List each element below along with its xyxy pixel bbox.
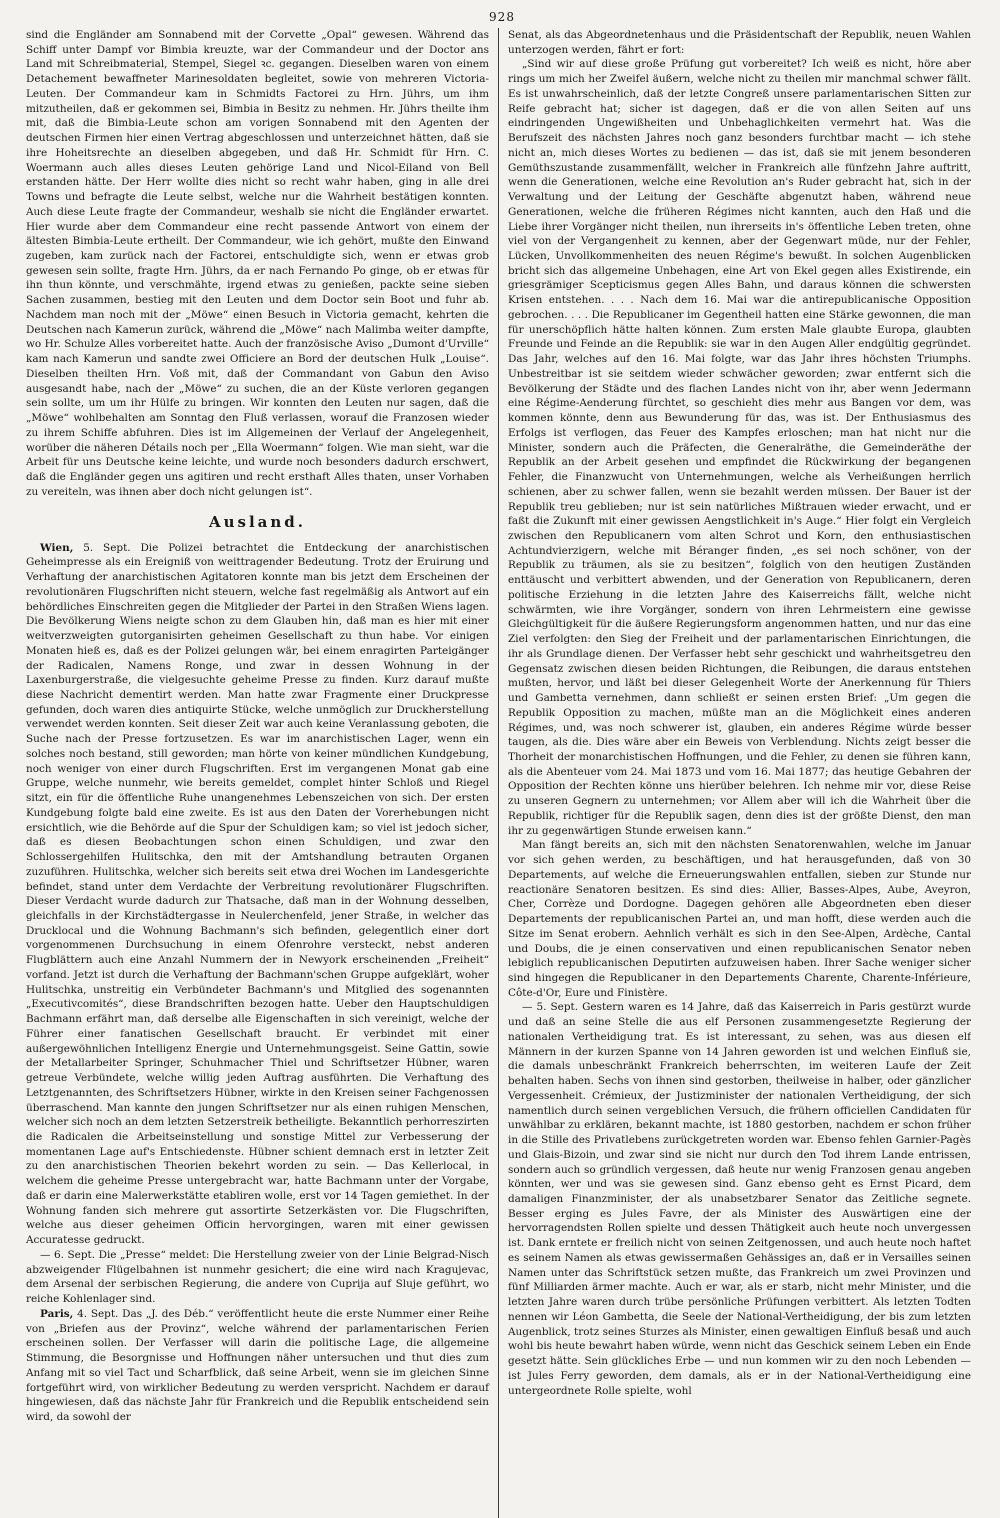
article-paragraph: — 5. Sept. Gestern waren es 14 Jahre, daß das Kaiserreich in Paris gestürzt wurde und daß an seine Stelle die aus elf Personen zusammengesetzte Regierung der nationalen Vertheidigung trat. Es ist interessant, zu sehen, was aus diesen elf Männern in der kurzen Spanne von 14 Jahren geworden ist und welchen Einfluß sie, die damals unbeschränkt Frankreich beherrschten, im weiteren Laufe der Zeit behalten haben. Sechs von ihnen sind gestorben, theilweise in halber, oder gänzlicher Vergessenheit. Crémieux, der Justizminister der nationalen Vertheidigung, der sich namentlich durch seinen vergeblichen Versuch, die frühern officiellen Candidaten für unwählbar zu erklären, bekannt machte, ist 1880 gestorben, nachdem er schon früher in die Stille des Privatlebens zurückgetreten worden war. Ebenso fehlen Garnier-Pagès und Glais-Bizoin, und zwar sind sie nicht nur durch den Tod ihrem Lande entrissen, sondern auch so gründlich vergessen, daß heute nur wenig Franzosen genau angeben könnten, wer und was sie gewesen sind. Ganz ebenso geht es Ernst Picard, dem damaligen Finanzminister, der als unabsetzbarer Senator das Zeitliche segnete. Besser erging es Jules Favre, der als Minister des Auswärtigen eine der hervorragendsten Rollen spielte und dessen Thätigkeit auch heute noch unvergessen ist. Dank erntete er freilich nicht von seinen Zeitgenossen, und auch heute noch haftet es seinem Namen als etwas gewissermaßen Gehässiges an, daß er in Versailles seinen Namen unter das Schriftstück setzen mußte, das Frankreich um zwei Provinzen und fünf Milliarden ärmer machte. Auch er war, als er starb, nicht mehr Minister, und die letzten Jahre waren durch trübe persönliche Prüfungen verbittert. Als letzten Todten nennen wir Léon Gambetta, die Seele der National-Vertheidigung, der bis zum letzten Augenblick, trotz seines Sturzes als Minister, einen gewaltigen Einfluß besaß und auch wohl bis heute bewahrt haben würde, wenn nicht das Geschick seinem Leben ein Ende gesetzt hätte. Sein glückliches Erbe — und nun kommen wir zu den noch Lebenden — ist Jules Ferry geworden, dem damals, als er in der National-Vertheidigung eine untergeordnete Rolle spielte, wohl — [508, 1001, 971, 1397]
dateline-wien: Wien, — [40, 541, 74, 554]
dateline-paris: Paris, — [40, 1307, 74, 1320]
left-column — [26, 28, 498, 1518]
article-paris-text: 4. Sept. Das „J. des Déb.“ veröffentlicht heute die erste Nummer einer Reihe von „Briefen aus der Provinz“, welche während der parlamentarischen Ferien erscheinen sollen. Der Verfasser will darin die politische Lage, die allgemeine Stimmung, die Besorgnisse und Hoffnungen näher untersuchen und thut dies zum Anfang mit so viel Tact und Scharfblick, daß seine Arbeit, wenn sie im gleichen Sinne fortgeführt wird, von wirklicher Bedeutung zu werden verspricht. Nachdem er darauf hingewiesen, daß das nächste Jahr für Frankreich und die Republik entscheidend sein wird, da sowohl der — [26, 1307, 489, 1423]
article-wien — [26, 541, 489, 1248]
article-paragraph: „Sind wir auf diese große Prüfung gut vorbereitet? Ich weiß es nicht, höre aber rings um mich her Zweifel äußern, welche nicht zu theilen mir manchmal schwer fällt. Es ist unwahrscheinlich, daß der letzte Congreß unsere parlamentarischen Sitten zur Reife gebracht hat; sicher ist dagegen, daß er die von allen Seiten auf uns eindringenden Ungewißheiten und Unbehaglichkeiten vermehrt hat. Was die Berufszeit des nächsten Jahres noch ganz besonders furchtbar macht — ich stehe nicht an, mich dieses Wortes zu bedienen — das ist, daß sie mit jenem besonderen Gemüthszustande zusammenfällt, welcher in Frankreich alle fünfzehn Jahre auftritt, wenn die Generationen, welche eine Revolution an's Ruder gebracht hat, sich in der Verwaltung und der Leitung der Geschäfte abgenutzt haben, während neue Generationen, welche die früheren Régimes nicht kannten, auch den Haß und die Liebe ihrer Vorgänger nicht theilen, nun ihrerseits in's öffentliche Leben treten, ohne viel von der Vergangenheit zu kennen, aber der Gegenwart müde, nur der Fehler, Lücken, Unvollkommenheiten des neuen Régime's bewußt. In solchen Augenblicken bricht sich das allgemeine Unbehagen, eine Art von Ekel gegen alles Existirende, ein griesgrämiger Scepticismus gegen Alles Bahn, und daraus können die schwersten Krisen entstehen. . . . Nach dem 16. Mai war die antirepublicanische Opposition gebrochen. . . . Die Republicaner im Gegentheil hatten eine Stärke gewonnen, die man für unerschöpflich hätte halten können. Zum ersten Male glaubte Europa, glaubten Freunde und Feinde an die Republik: sie war in den Augen Aller endgültig gegründet. Das Jahr, welches auf den 16. Mai folgte, war das Jahr ihres höchsten Triumphs. Unbestreitbar ist sie seitdem wieder schwächer geworden; zwar entfernt sich die Bevölkerung der Städte und des flachen Landes nicht von ihr, aber wenn Jedermann eine Régime-Aenderung fürchtet, so geschieht dies mehr aus Bangen vor dem, was kommen könnte, denn aus Bewunderung für das, was ist. Der Enthusiasmus des Erfolgs ist verflogen, das Feuer des Kampfes erloschen; man hat nicht nur die Minister, sondern auch die Präfecten, die Generalräthe, die Gemeinderäthe der Republik an der Arbeit gesehen und empfindet die Rückwirkung der begangenen Fehler, die Finanzwucht von Unternehmungen, welche als Verheißungen herrlich schienen, aber zu schwer fallen, wenn sie bezahlt werden müssen. Der Bauer ist der Republik treu geblieben; nur ist sein natürliches Mißtrauen wieder erwacht, und er faßt die Zukunft mit einer gewissen Aengstlichkeit in's Auge.“ Hier folgt ein Vergleich zwischen den Republicanern vom alten Schrot und Korn, den enthusiastischen Achtundvierzigern, welche mit Béranger finden, „es sei noch schöner, von der Republik zu träumen, als sie zu besitzen“, folglich von den heutigen Zuständen enttäuscht und verbittert abwenden, und der Generation von Republicanern, deren politische Erziehung in die letzten Jahre des Kaiserreichs fällt, welche nicht schwärmten, wie ihre Vorgänger, sondern von ihren Lehrmeistern eine gewisse Gleichgültigkeit für die äußere Regierungsform angenommen hatten, und nur das eine Ziel verfolgten: den Sieg der Freiheit und der parlamentarischen Einrichtungen, die ihr als Grundlage dienen. Der Verfasser hebt sehr geschickt und wahrheitsgetreu den Gegensatz zwischen diesen beiden Richtungen, die Reibungen, die daraus entstehen mußten, hervor, und läßt bei dieser Gelegenheit Worte der Anerkennung für Thiers und Gambetta vernehmen, dann schließt er seinen ersten Brief: „Um gegen die Republik Opposition zu machen, müßte man an die Möglichkeit eines anderen Régimes, und, was noch schwerer ist, glauben, ein anderes Régime würde besser taugen, als die. Dies wäre aber ein Beweis von Verblendung. Nichts zeigt besser die Thorheit der monarchistischen Hoffnungen, und die Fehler, zu denen sie führen kann, als die Abenteuer vom 24. Mai 1873 und vom 16. Mai 1877; das heutige Gebahren der Opposition der Rechten könne uns hierüber belehren. Ich nehme mir vor, diese Reise zu unseren Gegnern zu unternehmen; vor Allem aber will ich die Wahrheit über die Republik, richtiger für die Republik sagen, denn dies ist der größte Dienst, den man ihr zu gegenwärtigen Stunde erweisen kann.“ — [508, 58, 971, 837]
article-paragraph: sind die Engländer am Sonnabend mit der Corvette „Opal“ gewesen. Während das Schiff unter Dampf vor Bimbia kreuzte, war der Commandeur und der Doctor ans Land mit Schreibmaterial, Stempel, Siegel ꝛc. gegangen. Dieselben waren von einem Detachement bewaffneter Marinesoldaten begleitet, sowie von mehreren Victoria-Leuten. Der Commandeur kam in Schmidts Factorei zu Hrn. Jührs, um ihm mitzutheilen, daß er gekommen sei, Bimbia in Besitz zu nehmen. Hr. Jührs theilte ihm mit, daß die Bimbia-Leute schon am vorigen Sonnabend mit den Agenten der deutschen Firmen hier einen Vertrag abgeschlossen und unterzeichnet hätten, daß sie ihre Hoheitsrechte an dieselben abgegeben, und daß Hr. Schmidt für Hrn. C. Woermann auch alles dieses Leuten gehörige Land und Nicol-Eiland von Bell erstanden hätte. Der Herr wollte dies nicht so recht wahr haben, ging in alle drei Towns und befragte die Leute selbst, welche nur die Wahrheit bestätigen konnten. Auch diese Leute fragte der Commandeur, weshalb sie nicht die Engländer erwartet. Hier wurde aber dem Commandeur eine recht passende Antwort von einem der ältesten Bimbia-Leute ertheilt. Der Commandeur, wie ich gehört, mußte den Einwand zugeben, kam zurück nach der Factorei, entschuldigte sich, wenn er etwas grob gewesen sein sollte, fragte Hrn. Jührs, da er nach Fernando Po ginge, ob er etwas für ihn thun könnte, und verschmähte, irgend etwas zu genießen, packte seine sieben Sachen zusammen, bestieg mit den Leuten und dem Doctor sein Boot und fuhr ab. Nachdem man noch mit der „Möwe“ einen Besuch in Victoria gemacht, kehrten die Deutschen nach Kamerun zurück, während die „Möwe“ nach Malimba weiter dampfte, wo Hr. Schulze Alles vorbereitet hatte. Auch der französische Aviso „Dumont d'Urville“ kam nach Kamerun und sandte zwei Officiere an Bord der deutschen Hulk „Louise“. Dieselben theilten Hrn. Voß mit, daß der Commandant von Gabun den Aviso ausgesandt habe, nach der „Möwe“ zu suchen, die an der Küste verloren gegangen sein sollte, um um ihr Hülfe zu bringen. Wir konnten den Leuten nur sagen, daß die „Möwe“ wohlbehalten am Sonntag den Fluß verlassen, worauf die Franzosen wieder zu ihrem Schiffe abfuhren. Dies ist im Allgemeinen der Verlauf der Angelegenheit, worüber die näheren Détails noch per „Ella Woermann“ folgen. Wie man sieht, war die Arbeit für uns Deutsche keine leichte, und wurde noch besonders dadurch erschwert, daß die Engländer gegen uns agitiren und recht ersthaft Alles thaten, unser Vorhaben zu vereiteln, was ihnen aber doch nicht gelungen ist“. — [26, 29, 489, 498]
page-number: 928 — [489, 10, 515, 24]
section-title: Ausland. — [208, 512, 307, 531]
article-paragraph: Senat, als das Abgeordnetenhaus und die Präsidentschaft der Republik, neuen Wahlen unterzogen werden, fährt er fort: — [508, 29, 971, 56]
article-paris — [26, 1307, 489, 1425]
article-paragraph: Man fängt bereits an, sich mit den nächsten Senatorenwahlen, welche im Januar vor sich gehen werden, zu beschäftigen, und hat herausgefunden, daß von 30 Departements, auf welche die Erneuerungswahlen entfallen, sieben zur Stunde nur reactionäre Senatoren besitzen. Es sind dies: Allier, Basses-Alpes, Aube, Aveyron, Cher, Corrèze und Dordogne. Dagegen gehören alle Abgeordneten eben dieser Departements der republicanischen Partei an, und man hofft, diese werden auch die Sitze im Senat erobern. Aehnlich verhält es sich in den See-Alpen, Ardèche, Cantal und Doubs, die je einen conservativen und einen republicanischen Senator neben lebiglich republicanischen Deputirten aufzuweisen haben. Ihrer Sache weniger sicher sind hingegen die Republicaner in den Departements Charente, Charente-Inférieure, Côte-d'Or, Eure und Finistère. — [508, 839, 971, 999]
columns — [26, 28, 978, 1518]
article-wien-text: 5. Sept. Die Polizei betrachtet die Entdeckung der anarchistischen Geheimpresse als ein Ereigniß von weittragender Bedeutung. Trotz der Eruirung und Verhaftung der anarchistischen Agitatoren konnte man bis jetzt dem Erscheinen der revolutionären Flugschriften nicht steuern, welche fast regelmäßig als Antwort auf ein behördliches Einschreiten gegen die Mitglieder der Partei in den Straßen Wiens lagen. Die Bevölkerung Wiens neigte schon zu dem Glauben hin, daß man es hier mit einer weitverzweigten gutorganisirten geheimen Gesellschaft zu thun habe. Vor einigen Monaten hieß es, daß es der Polizei gelungen wär, bei einem enragirten Parteigänger der Radicalen, Namens Ronge, und zwar in dessen Wohnung in der Laxenburgerstraße, die vielgesuchte geheime Presse zu finden. Kurz darauf mußte diese Nachricht dementirt werden. Man hatte zwar Fragmente einer Druckpresse gefunden, doch waren dies antiquirte Stücke, welche unmöglich zur Druckherstellung verwendet werden konnten. Seit dieser Zeit war auch keine Veranlassung geboten, die Suche nach der Presse fortzusetzen. Es war im anarchistischen Lager, wenn ein solches noch bestand, still geworden; man hörte von keiner mündlichen Kundgebung, noch weniger von einer durch Flugschriften. Erst im vergangenen Monat gab eine Gruppe, welche nunmehr, wie bereits gemeldet, complet hinter Schloß und Riegel sitzt, ein für die öffentliche Ruhe unangenehmes Lebenszeichen von sich. Der ersten Kundgebung folgte bald eine zweite. Es ist aus den Daten der Vorerhebungen nicht ersichtlich, wie die Behörde auf die Spur der Schuldigen kam; so viel ist jedoch sicher, daß es diesen Beobachtungen schon einen Schuldigen, und zwar den Schlossergehilfen Hulitschka, den mit der Amtshandlung betrauten Organen zuzuführen. Hulitschka, welcher sich bereits seit etwa drei Wochen im Landesgerichte befindet, stand unter dem Verdachte der Verbreitung revolutionärer Flugschriften. Dieser Verdacht wurde dadurch zur Thatsache, daß man in der Wohnung desselben, gleichfalls in der Kirchstädtergasse in Neulerchenfeld, jener Straße, in welcher das Drucklocal und die Wohnung Bachmann's sich befinden, gelegentlich einer dort vorgenommenen Durchsuchung in einem Ofenrohre versteckt, nebst anderen Flugblättern auch eine Anzahl Nummern der in Newyork erscheinenden „Freiheit“ vorfand. Jetzt ist durch die Verhaftung der Bachmann'schen Gruppe aufgeklärt, woher Hulitschka, unstreitig ein Verbündeter Bachmann's und Mitglied des sogenannten „Executivcomités“, diese Brandschriften bezogen hatte. Ueber den Hauptschuldigen Bachmann erfährt man, daß derselbe alle Eigenschaften in sich vereinigt, welche der Führer einer fanatischen Gesellschaft braucht. Er verbindet mit einer außergewöhnlichen Intelligenz Energie und Unternehmungsgeist. Seine Gattin, sowie der Metallarbeiter Springer, Schuhmacher Thiel und Schriftsetzer Hübner, waren getreue Verbündete, welche willig jeden Auftrag ausführten. Die Verhaftung des Letztgenannten, des Schriftsetzers Hübner, wirkte in den Kreisen seiner Fachgenossen überraschend. Man kannte den jungen Schriftsetzer nur als einen ruhigen Menschen, welcher sich noch an dem letzten Setzerstreik betheiligte. Bekanntlich perhorreszirten die Radicalen die Arbeitseinstellung und sonstige Mittel zur Verbesserung der momentanen Lage auf's Entschiedenste. Hübner schient demnach erst in letzter Zeit zu den anarchistischen Theorien bekehrt worden zu sein. — Das Kellerlocal, in welchem die geheime Presse untergebracht war, hatte Bachmann unter der Vorgabe, daß er darin eine Malerwerkstätte etabliren wolle, erst vor 14 Tagen gemiethet. In der Wohnung fanden sich mehrere gut assortirte Setzerkästen vor. Die Flugschriften, welche aus dieser geheimen Officin hervorgingen, waren mit einer gewissen Accuratesse gedruckt. — [26, 541, 489, 1247]
article-wien-2: — 6. Sept. Die „Presse“ meldet: Die Herstellung zweier von der Linie Belgrad-Nisch abzweigender Flügelbahnen ist nunmehr gesichert; die eine wird nach Kragujevac, dem Arsenal der serbischen Regierung, die andere von Cuprija auf Sluje geführt, wo reiche Kohlenlager sind. — [26, 1248, 489, 1306]
right-column — [499, 28, 971, 1518]
